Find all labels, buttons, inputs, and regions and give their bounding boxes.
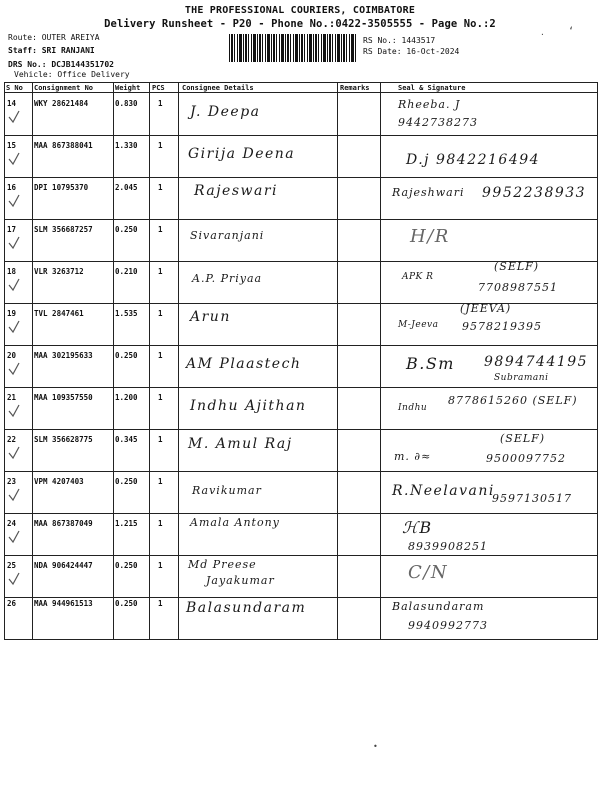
row-weight: 0.250 bbox=[115, 351, 138, 360]
row-consignee: Arun bbox=[190, 309, 231, 325]
check-mark-icon bbox=[8, 572, 20, 586]
row-consignment: SLM 356687257 bbox=[34, 225, 93, 234]
check-mark-icon bbox=[8, 236, 20, 250]
row-sno: 26 bbox=[7, 599, 17, 608]
row-seal-phone: 9940992773 bbox=[408, 619, 488, 632]
row-weight: 1.215 bbox=[115, 519, 138, 528]
row-consignment: MAA 867387049 bbox=[34, 519, 93, 528]
row-sno: 21 bbox=[7, 393, 17, 402]
vehicle-label: Vehicle: Office Delivery bbox=[14, 70, 130, 79]
check-mark-icon bbox=[8, 278, 20, 292]
header-seal: Seal & Signature bbox=[398, 84, 466, 92]
row-consignment: MAA 867388041 bbox=[34, 141, 93, 150]
row-consignment: VPM 4207403 bbox=[34, 477, 84, 486]
staff-label: Staff: SRI RANJANI bbox=[8, 46, 95, 55]
row-seal: Rajeshwari bbox=[392, 186, 465, 199]
scan-mark: • bbox=[373, 742, 378, 751]
row-consignee: A.P. Priyaa bbox=[192, 272, 263, 285]
row-pcs: 1 bbox=[158, 309, 163, 318]
check-mark-icon bbox=[8, 404, 20, 418]
row-seal-phone: 9442738273 bbox=[398, 116, 478, 129]
rs-date: RS Date: 16-Oct-2024 bbox=[363, 47, 460, 56]
row-seal: C/N bbox=[408, 562, 449, 583]
runsheet-subtitle: Delivery Runsheet - P20 - Phone No.:0422-3505555 - Page No.:2 bbox=[104, 18, 496, 30]
row-consignee: AM Plaastech bbox=[186, 356, 302, 372]
check-mark-icon bbox=[8, 110, 20, 124]
row-seal-phone: 9500097752 bbox=[486, 452, 566, 465]
row-consignment: NDA 906424447 bbox=[34, 561, 93, 570]
header-consignee: Consignee Details bbox=[182, 84, 254, 92]
row-sno: 24 bbox=[7, 519, 17, 528]
row-pcs: 1 bbox=[158, 351, 163, 360]
row-pcs: 1 bbox=[158, 599, 163, 608]
header-weight: Weight bbox=[115, 84, 141, 92]
row-consignment: WKY 28621484 bbox=[34, 99, 89, 108]
row-seal: D.j 9842216494 bbox=[406, 152, 541, 168]
row-consignee: Amala Antony bbox=[190, 516, 280, 529]
check-mark-icon bbox=[8, 362, 20, 376]
row-sno: 25 bbox=[7, 561, 17, 570]
check-mark-icon bbox=[8, 446, 20, 460]
row-seal-phone: 7708987551 bbox=[478, 281, 558, 294]
row-sno: 19 bbox=[7, 309, 17, 318]
row-weight: 0.210 bbox=[115, 267, 138, 276]
row-pcs: 1 bbox=[158, 141, 163, 150]
row-seal-phone: 9578219395 bbox=[462, 320, 542, 333]
row-pcs: 1 bbox=[158, 561, 163, 570]
row-sno: 22 bbox=[7, 435, 17, 444]
check-mark-icon bbox=[8, 152, 20, 166]
row-sno: 17 bbox=[7, 225, 17, 234]
row-weight: 0.830 bbox=[115, 99, 138, 108]
row-consignee: Indhu Ajithan bbox=[190, 398, 307, 414]
row-weight: 0.250 bbox=[115, 477, 138, 486]
row-weight: 0.250 bbox=[115, 599, 138, 608]
row-pcs: 1 bbox=[158, 477, 163, 486]
row-sno: 20 bbox=[7, 351, 17, 360]
row-seal-phone: 9952238933 bbox=[482, 185, 587, 201]
row-consignee: Sivaranjani bbox=[190, 229, 265, 242]
row-consignment: SLM 356628775 bbox=[34, 435, 93, 444]
row-seal: (SELF) bbox=[494, 260, 540, 273]
row-seal-mark: APK R bbox=[402, 272, 434, 282]
row-pcs: 1 bbox=[158, 225, 163, 234]
header-consignment: Consignment No bbox=[34, 84, 94, 92]
row-pcs: 1 bbox=[158, 99, 163, 108]
row-seal: (SELF) bbox=[500, 432, 546, 445]
row-seal-mark: B.Sm bbox=[406, 354, 455, 373]
row-pcs: 1 bbox=[158, 519, 163, 528]
row-consignee: Md Preese bbox=[188, 558, 257, 571]
header-pcs: PCS bbox=[152, 84, 165, 92]
row-consignment: MAA 109357550 bbox=[34, 393, 93, 402]
row-consignee: Girija Deena bbox=[188, 146, 296, 162]
row-consignee: Ravikumar bbox=[192, 484, 262, 497]
row-seal: 9894744195 bbox=[484, 354, 589, 370]
route-label: Route: OUTER AREIYA bbox=[8, 33, 100, 42]
row-seal: (JEEVA) bbox=[460, 302, 512, 315]
row-seal: Balasundaram bbox=[392, 600, 485, 613]
row-weight: 0.250 bbox=[115, 225, 138, 234]
check-mark-icon bbox=[8, 194, 20, 208]
row-seal: R.Neelavani bbox=[392, 483, 495, 499]
row-consignment: TVL 2847461 bbox=[34, 309, 84, 318]
row-seal-phone: 8939908251 bbox=[408, 540, 488, 553]
row-weight: 0.345 bbox=[115, 435, 138, 444]
row-sno: 16 bbox=[7, 183, 17, 192]
barcode-image bbox=[229, 34, 357, 62]
row-seal-mark: m. ∂≈ bbox=[394, 450, 432, 463]
check-mark-icon bbox=[8, 530, 20, 544]
scan-mark: ‘ bbox=[568, 26, 575, 37]
check-mark-icon bbox=[8, 320, 20, 334]
row-seal: 8778615260 (SELF) bbox=[448, 394, 578, 407]
row-seal-phone: 9597130517 bbox=[492, 492, 572, 505]
row-pcs: 1 bbox=[158, 435, 163, 444]
row-seal-mark: Indhu bbox=[398, 403, 428, 413]
row-consignment: DPI 10795370 bbox=[34, 183, 89, 192]
row-pcs: 1 bbox=[158, 267, 163, 276]
row-seal-mark: ℋB bbox=[402, 518, 433, 537]
drs-label: DRS No.: DCJB144351702 bbox=[8, 60, 114, 69]
row-pcs: 1 bbox=[158, 183, 163, 192]
row-consignee: Balasundaram bbox=[186, 600, 307, 616]
row-weight: 1.200 bbox=[115, 393, 138, 402]
check-mark-icon bbox=[8, 488, 20, 502]
row-seal: H/R bbox=[410, 226, 450, 247]
row-consignment: MAA 302195633 bbox=[34, 351, 93, 360]
row-sno: 14 bbox=[7, 99, 17, 108]
row-consignee: M. Amul Raj bbox=[188, 436, 293, 452]
row-seal-mark: M-Jeeva bbox=[398, 320, 439, 330]
row-weight: 1.535 bbox=[115, 309, 138, 318]
header-sno: S No bbox=[6, 84, 23, 92]
row-weight: 0.250 bbox=[115, 561, 138, 570]
scan-mark: . bbox=[540, 28, 545, 37]
row-seal-name: Subramani bbox=[494, 373, 549, 383]
row-consignee: Rajeswari bbox=[194, 183, 279, 199]
row-seal: Rheeba. J bbox=[398, 98, 461, 111]
row-sno: 18 bbox=[7, 267, 17, 276]
rs-number: RS No.: 1443517 bbox=[363, 36, 436, 45]
row-consignment: VLR 3263712 bbox=[34, 267, 84, 276]
row-weight: 2.045 bbox=[115, 183, 138, 192]
header-remarks: Remarks bbox=[340, 84, 370, 92]
row-weight: 1.330 bbox=[115, 141, 138, 150]
row-sno: 15 bbox=[7, 141, 17, 150]
row-consignee: J. Deepa bbox=[190, 104, 261, 120]
row-sno: 23 bbox=[7, 477, 17, 486]
row-consignment: MAA 944961513 bbox=[34, 599, 93, 608]
row-pcs: 1 bbox=[158, 393, 163, 402]
row-consignee-line2: Jayakumar bbox=[206, 574, 275, 587]
company-title: THE PROFESSIONAL COURIERS, COIMBATORE bbox=[184, 5, 416, 16]
